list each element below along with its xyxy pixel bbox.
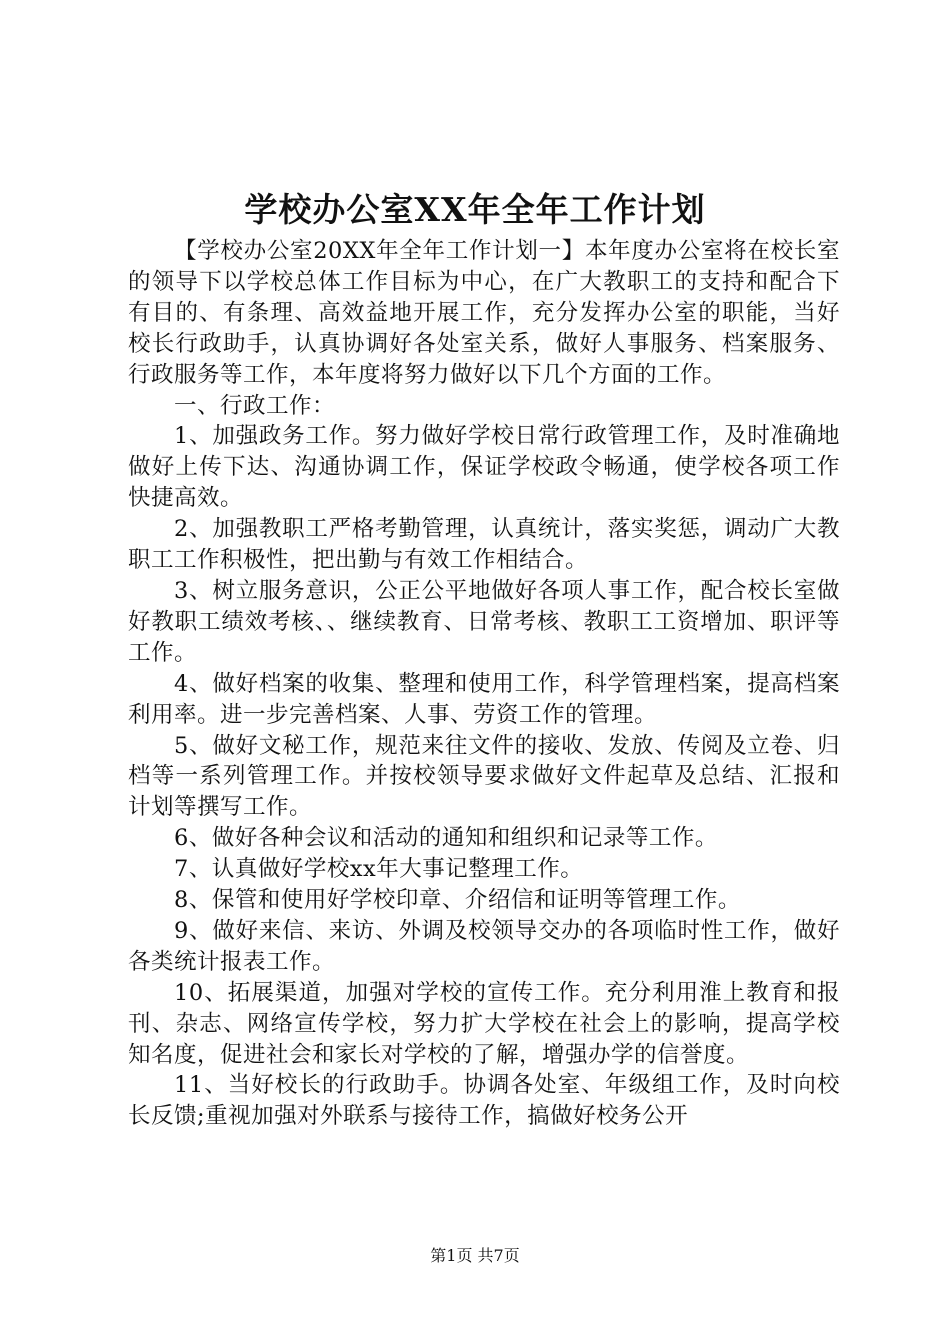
list-item: 5、做好文秘工作，规范来往文件的接收、发放、传阅及立卷、归档等一系列管理工作。并按校领导要求做好文件起草及总结、汇报和计划等撰写工作。 — [128, 732, 840, 821]
document-body — [128, 236, 840, 1132]
list-item: 3、树立服务意识，公正公平地做好各项人事工作，配合校长室做好教职工绩效考核、、继续教育、日常考核、教职工工资增加、职评等工作。 — [128, 577, 840, 666]
document-title: 学校办公室XX年全年工作计划 — [244, 190, 706, 229]
list-item: 11、当好校长的行政助手。协调各处室、年级组工作，及时向校长反馈;重视加强对外联系与接待工作，搞做好校务公开 — [128, 1072, 840, 1130]
list-item: 7、认真做好学校xx年大事记整理工作。 — [174, 856, 584, 883]
paragraph-intro: 【学校办公室20XX年全年工作计划一】本年度办公室将在校长室的领导下以学校总体工作目标为中心，在广大教职工的支持和配合下有目的、有条理、高效益地开展工作，充分发挥办公室的职能，当好校长行政助手，认真协调好各处室关系，做好人事服务、档案服务、行政服务等工作，本年度将努力做好以下几个方面的工作。 — [128, 238, 840, 388]
list-item: 8、保管和使用好学校印章、介绍信和证明等管理工作。 — [174, 887, 741, 914]
list-item: 9、做好来信、来访、外调及校领导交办的各项临时性工作，做好各类统计报表工作。 — [128, 917, 840, 975]
list-item: 1、加强政务工作。努力做好学校日常行政管理工作，及时准确地做好上传下达、沟通协调工作，保证学校政令畅通，使学校各项工作快捷高效。 — [128, 423, 840, 512]
list-item: 10、拓展渠道，加强对学校的宣传工作。充分利用淮上教育和报刊、杂志、网络宣传学校，努力扩大学校在社会上的影响，提高学校知名度，促进社会和家长对学校的了解，增强办学的信誉度。 — [128, 979, 840, 1068]
section-heading: 一、行政工作： — [174, 392, 336, 419]
list-item: 6、做好各种会议和活动的通知和组织和记录等工作。 — [174, 825, 718, 852]
page-number-footer: 第1页 共7页 — [430, 1246, 520, 1265]
list-item: 4、做好档案的收集、整理和使用工作，科学管理档案，提高档案利用率。进一步完善档案、人事、劳资工作的管理。 — [128, 670, 840, 728]
list-item: 2、加强教职工严格考勤管理，认真统计，落实奖惩，调动广大教职工工作积极性，把出勤与有效工作相结合。 — [128, 516, 840, 574]
